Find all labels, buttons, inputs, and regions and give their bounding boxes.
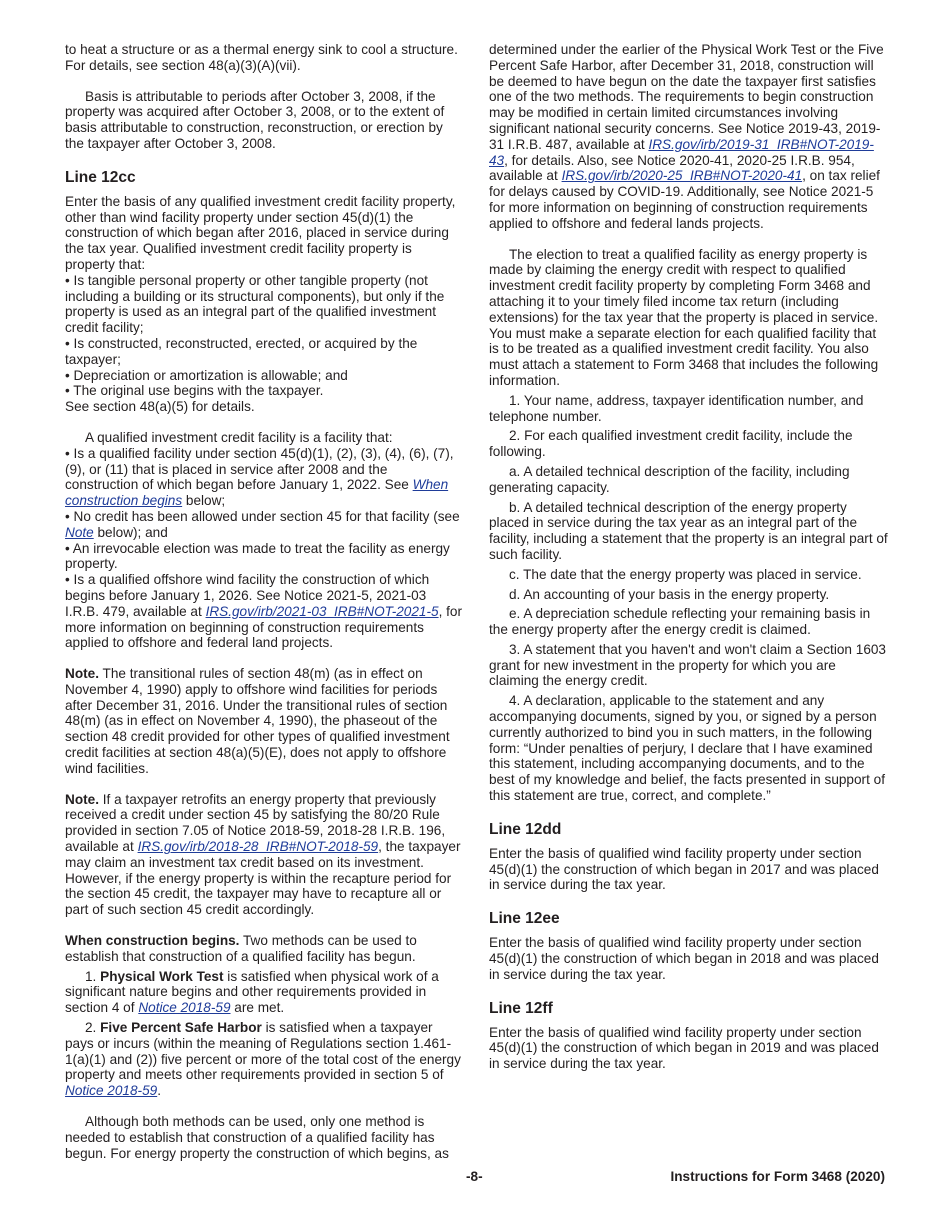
bullet-item: • Is tangible personal property or other tangible property (not including a building or its structural components), but only if the property is used as an integral part of the qualified investment credit facility; xyxy=(65,272,445,336)
left-column xyxy=(65,42,463,1161)
form-title: Instructions for Form 3468 (2020) xyxy=(670,1169,885,1184)
list-item: a. A detailed technical description of the facility, including generating capacity. xyxy=(489,463,850,495)
when-construction-begins-link[interactable]: When construction begins xyxy=(65,477,449,509)
bullet-item: • No credit has been allowed under section 45 for that facility (see Note below); and xyxy=(65,508,460,540)
list-item: 1. Your name, address, taxpayer identification number, and telephone number. xyxy=(489,392,864,424)
paragraph: determined under the earlier of the Physical Work Test or the Five Percent Safe Harbor, after December 31, 2018, construction will be deemed to have begun on the date the taxpayer first satisfies one of the two methods. The requirements to begin construction may be modified in certain limited circumstances involving significant national security concerns. See Notice 2019-43, 2019-31 I.R.B. 487, available at IRS.gov/irb/2019-31_IRB#NOT-2019-43, for details. Also, see Notice 2020-41, 2020-25 I.R.B. 954, available at IRS.gov/irb/2020-25_IRB#NOT-2020-41, on tax relief for delays caused by COVID-19. Additionally, see Notice 2021-5 for more information on beginning of construction requirements applied to offshore and federal lands projects. xyxy=(489,42,884,231)
list-item: 3. A statement that you haven't and won't claim a Section 1603 grant for new investment in the property for which you are claiming the energy credit. xyxy=(489,641,886,689)
paragraph: Basis is attributable to periods after October 3, 2008, if the property was acquired after October 3, 2008, or to the extent of basis attributable to construction, reconstruction, or erection by the taxpayer after October 3, 2008. xyxy=(65,88,445,151)
right-column xyxy=(489,42,889,1072)
bullet-item: • Is a qualified facility under section 45(d)(1), (2), (3), (4), (6), (7), (9), or (11) that is placed in service after 2008 and the construction of which began before January 1, 2022. See When construction begins below; xyxy=(65,445,454,509)
list-item: b. A detailed technical description of the energy property placed in service during the tax year as an integral part of the facility, including a statement that the property is an integral part of such facility. xyxy=(489,499,888,562)
bullet-item: • Is constructed, reconstructed, erected, or acquired by the taxpayer; xyxy=(65,335,418,367)
list-item: 1. Physical Work Test is satisfied when physical work of a significant nature begins and other requirements provided in section 4 of Notice 2018-59 are met. xyxy=(65,968,439,1016)
notice-2018-59-irb-link[interactable]: IRS.gov/irb/2018-28_IRB#NOT-2018-59 xyxy=(137,839,379,855)
paragraph: When construction begins. Two methods can be used to establish that construction of a qualified facility has begun. xyxy=(65,933,417,964)
paragraph: Enter the basis of qualified wind facility property under section 45(d)(1) the construction of which began in 2019 and was placed in service during the tax year. xyxy=(489,1024,879,1072)
notice-2018-59-link[interactable]: Notice 2018-59 xyxy=(138,1000,231,1016)
paragraph: to heat a structure or as a thermal energy sink to cool a structure. For details, see section 48(a)(3)(A)(vii). xyxy=(65,42,458,73)
paragraph: Enter the basis of qualified wind facility property under section 45(d)(1) the construction of which began in 2018 and was placed in service during the tax year. xyxy=(489,935,879,982)
list-item: 2. Five Percent Safe Harbor is satisfied when a taxpayer pays or incurs (within the meaning of Regulations section 1.461-1(a)(1) and (2)) five percent or more of the total cost of the energy property and meets other requirements provided in section 5 of Notice 2018-59. xyxy=(65,1020,461,1099)
paragraph: Enter the basis of qualified wind facility property under section 45(d)(1) the construction of which began in 2017 and was placed in service during the tax year. xyxy=(489,845,879,893)
paragraph: A qualified investment credit facility is a facility that: xyxy=(85,429,393,445)
bullet-item: • An irrevocable election was made to treat the facility as energy property. xyxy=(65,540,450,572)
page-number: -8- xyxy=(466,1169,483,1184)
notice-2019-43-link[interactable]: IRS.gov/irb/2019-31_IRB#NOT-2019-43 xyxy=(489,136,874,168)
note-paragraph: Note. If a taxpayer retrofits an energy property that previously received a credit under section 45 by satisfying the 80/20 Rule provided in section 7.05 of Notice 2018-59, 2018-28 I.R.B. 196, available at IRS.gov/irb/2018-28_IRB#NOT-2018-59, the taxpayer may claim an investment tax credit based on its investment. However, if the energy property is within the recapture period for the section 45 credit, the taxpayer may have to recapture all or part of such section 45 credit accordingly. xyxy=(65,791,461,918)
list-item: e. A depreciation schedule reflecting your remaining basis in the energy property after the energy credit is claimed. xyxy=(489,606,871,638)
list-item: c. The date that the energy property was placed in service. xyxy=(509,566,862,582)
section-heading-line-12ee: Line 12ee xyxy=(489,910,560,928)
paragraph: Although both methods can be used, only one method is needed to establish that construction of a qualified facility has begun. For energy property the construction of which begins, as xyxy=(65,1114,449,1161)
note-link[interactable]: Note xyxy=(65,524,94,540)
section-heading-line-12dd: Line 12dd xyxy=(489,820,562,838)
list-item: d. An accounting of your basis in the energy property. xyxy=(509,586,830,602)
paragraph: See section 48(a)(5) for details. xyxy=(65,399,255,415)
notice-2018-59-link[interactable]: Notice 2018-59 xyxy=(65,1083,158,1099)
section-heading-line-12cc: Line 12cc xyxy=(65,168,136,186)
bullet-item: • Is a qualified offshore wind facility the construction of which begins before January 1, 2026. See Notice 2021-5, 2021-03 I.R.B. 479, available at IRS.gov/irb/2021-03_IRB#NOT-2021-5, for more information on beginning of construction requirements applied to offshore and federal land projects. xyxy=(65,572,462,651)
section-heading-line-12ff: Line 12ff xyxy=(489,999,553,1017)
list-item: 4. A declaration, applicable to the statement and any accompanying documents, signed by you, or signed by a person currently authorized to bind you in such matters, in the following form: “Under penalties of perjury, I declare that I have examined this statement, including accompanying documents, and to the best of my knowledge and belief, the facts presented in support of this statement are true, correct, and complete.” xyxy=(489,693,885,804)
bullet-item: • Depreciation or amortization is allowable; and xyxy=(65,367,348,383)
paragraph: Enter the basis of any qualified investment credit facility property, other than wind facility property under section 45(d)(1) the construction of which began after 2016, placed in service during the tax year. Qualified investment credit facility property is property that: xyxy=(65,193,456,272)
list-item: 2. For each qualified investment credit facility, include the following. xyxy=(489,428,853,460)
notice-2020-41-link[interactable]: IRS.gov/irb/2020-25_IRB#NOT-2020-41 xyxy=(561,168,803,184)
bullet-item: • The original use begins with the taxpayer. xyxy=(65,383,324,399)
paragraph: The election to treat a qualified facility as energy property is made by claiming the energy credit with respect to qualified investment credit facility property by completing Form 3468 and attaching it to your timely filed income tax return (including extensions) for the tax year that the property is placed in service. You must make a separate election for each qualified facility that is to be treated as a qualified investment credit facility. You also must attach a statement to Form 3468 that includes the following information. xyxy=(489,246,879,388)
notice-2021-5-link[interactable]: IRS.gov/irb/2021-03_IRB#NOT-2021-5 xyxy=(205,603,439,619)
note-paragraph: Note. The transitional rules of section 48(m) (as in effect on November 4, 1990) apply to offshore wind facilities for periods after December 31, 2016. Under the transitional rules of section 48(m) (as in effect on November 4, 1990), the phaseout of the section 48 credit provided for other types of qualified investment credit facilities at section 48(a)(5)(E), does not apply to offshore wind facilities. xyxy=(65,666,450,776)
